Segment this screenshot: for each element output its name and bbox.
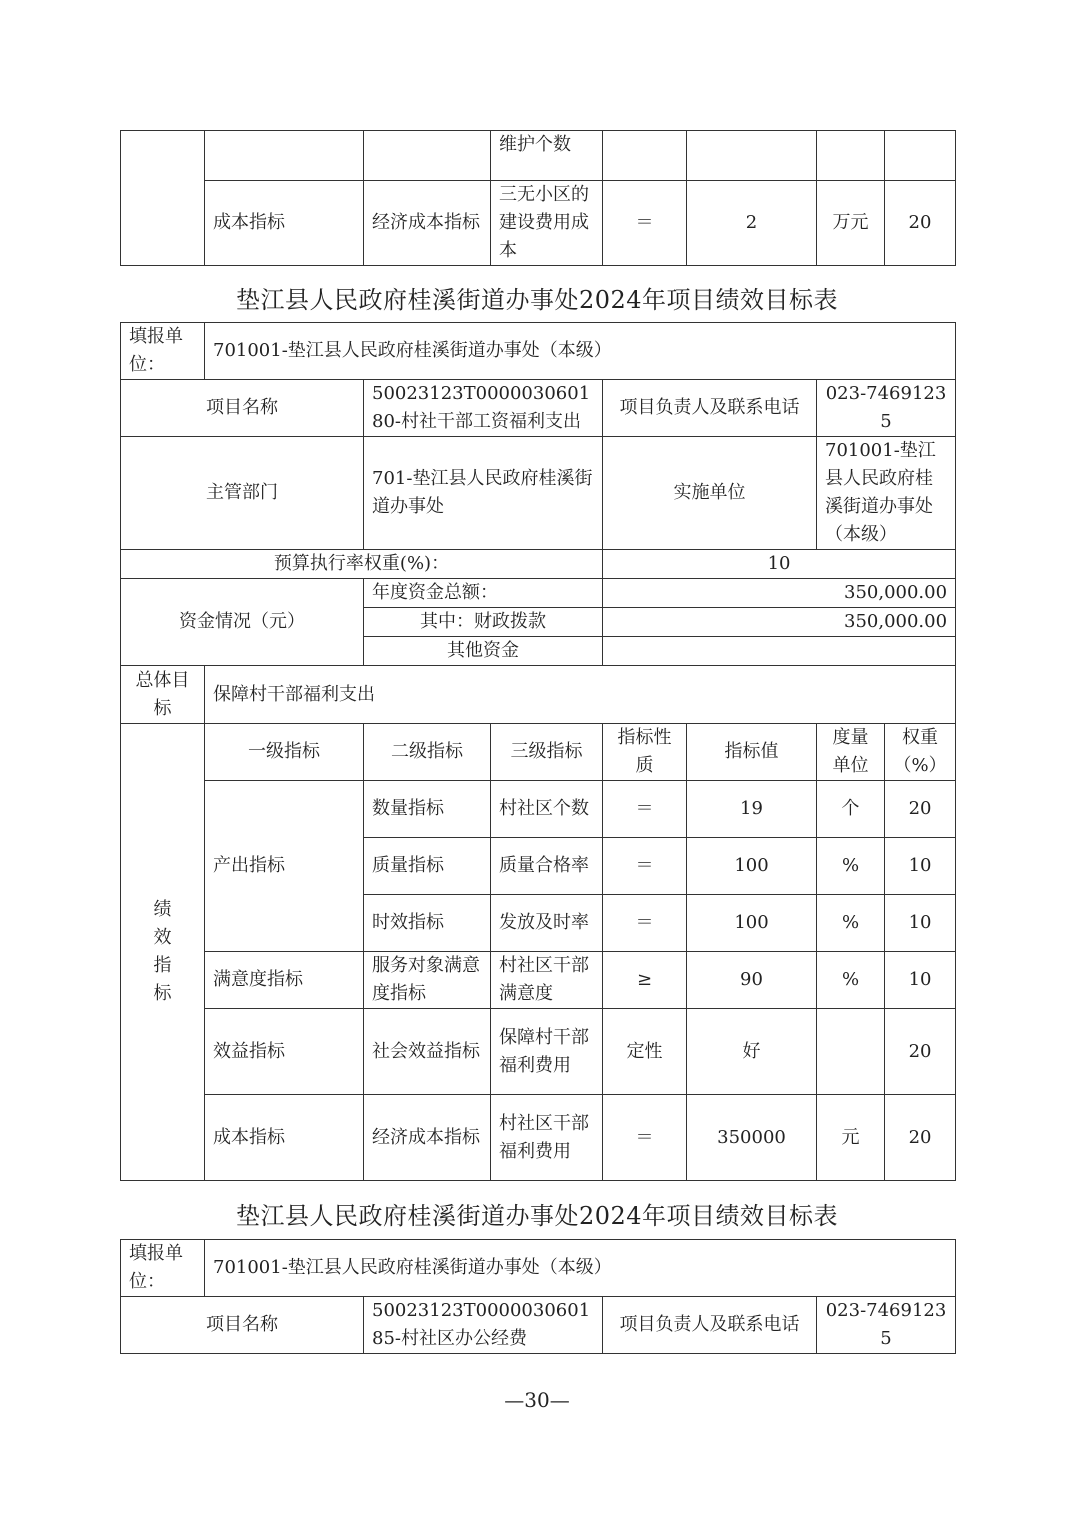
value-cell: 好 (687, 1009, 817, 1095)
unit-cell: % (817, 838, 885, 895)
perf-label-text: 绩效指标 (153, 899, 172, 1004)
level2-cell: 服务对象满意度指标 (364, 952, 491, 1009)
performance-table (120, 322, 956, 1181)
level3-cell: 村社区个数 (491, 781, 603, 838)
page-number: —30— (504, 1388, 570, 1412)
value-cell: 2 (687, 181, 817, 266)
nature-cell: ＝ (603, 181, 687, 266)
nature-cell: ＝ (603, 895, 687, 952)
level3-cell: 发放及时率 (491, 895, 603, 952)
level2-cell: 质量指标 (364, 838, 491, 895)
unit-label: 填报单位： (121, 323, 205, 380)
unit-label: 填报单位： (121, 1240, 205, 1297)
merged-cell (121, 131, 205, 266)
level3-cell: 保障村干部福利费用 (491, 1009, 603, 1095)
fund-other-label: 其他资金 (364, 637, 603, 666)
impl-label: 实施单位 (603, 437, 817, 550)
continuation-table (120, 130, 956, 266)
contact-label: 项目负责人及联系电话 (603, 1297, 817, 1354)
weight-cell: 10 (885, 838, 956, 895)
level1-cell: 成本指标 (205, 181, 364, 266)
header-unit: 度量单位 (817, 724, 885, 781)
weight-cell: 10 (885, 952, 956, 1009)
value-cell: 19 (687, 781, 817, 838)
level2-cell: 时效指标 (364, 895, 491, 952)
level1-cell: 效益指标 (205, 1009, 364, 1095)
header-level1: 一级指标 (205, 724, 364, 781)
performance-table (120, 1239, 956, 1354)
weight-cell: 10 (885, 895, 956, 952)
level3-cell: 村社区干部满意度 (491, 952, 603, 1009)
goal-label: 总体目标 (121, 666, 205, 724)
header-weight: 权重（%） (885, 724, 956, 781)
level2-cell: 数量指标 (364, 781, 491, 838)
value-cell: 100 (687, 838, 817, 895)
fund-total-value: 350,000.00 (603, 579, 956, 608)
weight-cell: 20 (885, 1009, 956, 1095)
weight-cell: 20 (885, 1095, 956, 1181)
level2-cell: 经济成本指标 (364, 1095, 491, 1181)
unit-value: 701001-垫江县人民政府桂溪街道办事处（本级） (205, 323, 956, 380)
level3-cell: 维护个数 (491, 131, 603, 181)
nature-cell: ≥ (603, 952, 687, 1009)
unit-cell: 万元 (817, 181, 885, 266)
level1-cell: 成本指标 (205, 1095, 364, 1181)
level2-cell: 社会效益指标 (364, 1009, 491, 1095)
unit-cell: 元 (817, 1095, 885, 1181)
level1-cell: 满意度指标 (205, 952, 364, 1009)
weight-cell: 20 (885, 181, 956, 266)
level3-cell: 质量合格率 (491, 838, 603, 895)
header-nature: 指标性质 (603, 724, 687, 781)
header-level3: 三级指标 (491, 724, 603, 781)
dept-value: 701-垫江县人民政府桂溪街道办事处 (364, 437, 603, 550)
dept-label: 主管部门 (121, 437, 364, 550)
contact-value: 023-74691235 (817, 380, 956, 437)
header-value: 指标值 (687, 724, 817, 781)
fund-total-label: 年度资金总额： (364, 579, 603, 608)
value-cell: 90 (687, 952, 817, 1009)
project-name-value: 50023123T000003060185-村社区办公经费 (364, 1297, 603, 1354)
unit-cell: 个 (817, 781, 885, 838)
fund-fiscal-label: 其中：财政拨款 (364, 608, 603, 637)
budget-label: 预算执行率权重(%)： (121, 550, 603, 579)
nature-cell: ＝ (603, 781, 687, 838)
project-name-label: 项目名称 (121, 380, 364, 437)
unit-cell (817, 1009, 885, 1095)
form-title: 垫江县人民政府桂溪街道办事处2024年项目绩效目标表 (235, 286, 839, 314)
contact-value: 023-74691235 (817, 1297, 956, 1354)
level3-cell: 村社区干部福利费用 (491, 1095, 603, 1181)
fund-label: 资金情况（元） (121, 579, 364, 666)
value-cell: 350000 (687, 1095, 817, 1181)
project-name-label: 项目名称 (121, 1297, 364, 1354)
fund-fiscal-value: 350,000.00 (603, 608, 956, 637)
nature-cell: 定性 (603, 1009, 687, 1095)
value-cell: 100 (687, 895, 817, 952)
unit-cell: % (817, 895, 885, 952)
budget-value: 10 (603, 550, 956, 579)
contact-label: 项目负责人及联系电话 (603, 380, 817, 437)
header-level2: 二级指标 (364, 724, 491, 781)
unit-cell: % (817, 952, 885, 1009)
unit-value: 701001-垫江县人民政府桂溪街道办事处（本级） (205, 1240, 956, 1297)
level3-cell: 三无小区的建设费用成本 (491, 181, 603, 266)
level2-cell: 经济成本指标 (364, 181, 491, 266)
weight-cell: 20 (885, 781, 956, 838)
goal-value: 保障村干部福利支出 (205, 666, 956, 724)
nature-cell: ＝ (603, 838, 687, 895)
form-title: 垫江县人民政府桂溪街道办事处2024年项目绩效目标表 (235, 1202, 839, 1230)
fund-other-value (603, 637, 956, 666)
impl-value: 701001-垫江县人民政府桂溪街道办事处（本级） (817, 437, 956, 550)
project-name-value: 50023123T000003060180-村社干部工资福利支出 (364, 380, 603, 437)
perf-label (121, 724, 205, 1181)
level1-cell: 产出指标 (205, 781, 364, 952)
nature-cell: ＝ (603, 1095, 687, 1181)
